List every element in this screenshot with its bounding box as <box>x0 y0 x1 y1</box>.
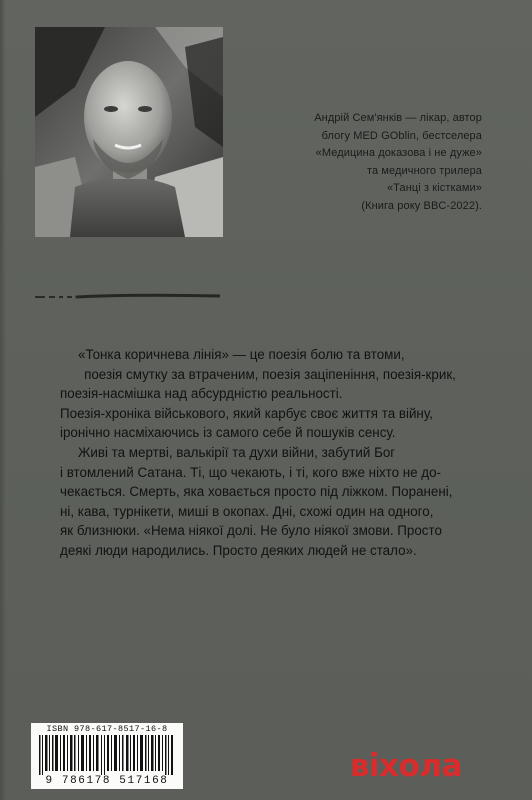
author-bio-line: та медичного трилера <box>366 164 482 177</box>
author-bio-line: (Книга року BBC-2022). <box>361 199 482 212</box>
author-bio-line: «Медицина доказова і не дуже» <box>315 147 482 159</box>
publisher-logo: віхола <box>349 748 462 784</box>
isbn-label: ISBN 978-617-8517-16-8 <box>46 724 168 734</box>
description-line: Поезія-хроніка військового, який карбує своє життя та війну, <box>60 405 433 421</box>
author-photo <box>35 27 223 237</box>
author-bio-line: Андрій Сем'янків — лікар, автор <box>314 112 482 124</box>
description-line: поезія смутку за втраченим, поезія заціпеніння, поезія-крик, <box>84 366 456 382</box>
cover-edge-shadow <box>0 0 6 800</box>
description-line: ні, кава, турнікети, миші в окопах. Дні, схожі один на одного, <box>60 503 434 519</box>
author-bio-line: «Танці з кістками» <box>386 182 482 194</box>
author-bio <box>232 110 482 215</box>
brushstroke-divider <box>35 292 220 302</box>
description-line: і втомлений Сатана. Ті, що чекають, і ті, кого вже ніхто не до- <box>60 464 442 480</box>
description-line: «Тонка коричнева лінія» — це поезія болю та втоми, <box>78 347 405 362</box>
author-portrait-image <box>35 27 223 237</box>
description-line: як близнюки. «Нема ніякої долі. Не було ніякої змови. Просто <box>60 523 442 539</box>
barcode-digits: 9 786178 517168 <box>45 775 169 787</box>
description-line: Живі та мертві, валькірії та духи війни, забутий Бог <box>78 444 396 460</box>
book-description <box>60 345 480 561</box>
author-bio-line: блогу MED GOblin, бестселера <box>321 129 482 142</box>
description-line: чекається. Смерть, яка ховається просто під ліжком. Поранені, <box>60 484 453 500</box>
description-line: іронічно насміхаючись із самого себе й пошуків сенсу. <box>60 425 396 441</box>
description-line: деякі люди народились. Просто деяких людей не стало». <box>60 542 417 558</box>
description-line: поезія-насмішка над абсурдністю реальності. <box>60 386 343 402</box>
